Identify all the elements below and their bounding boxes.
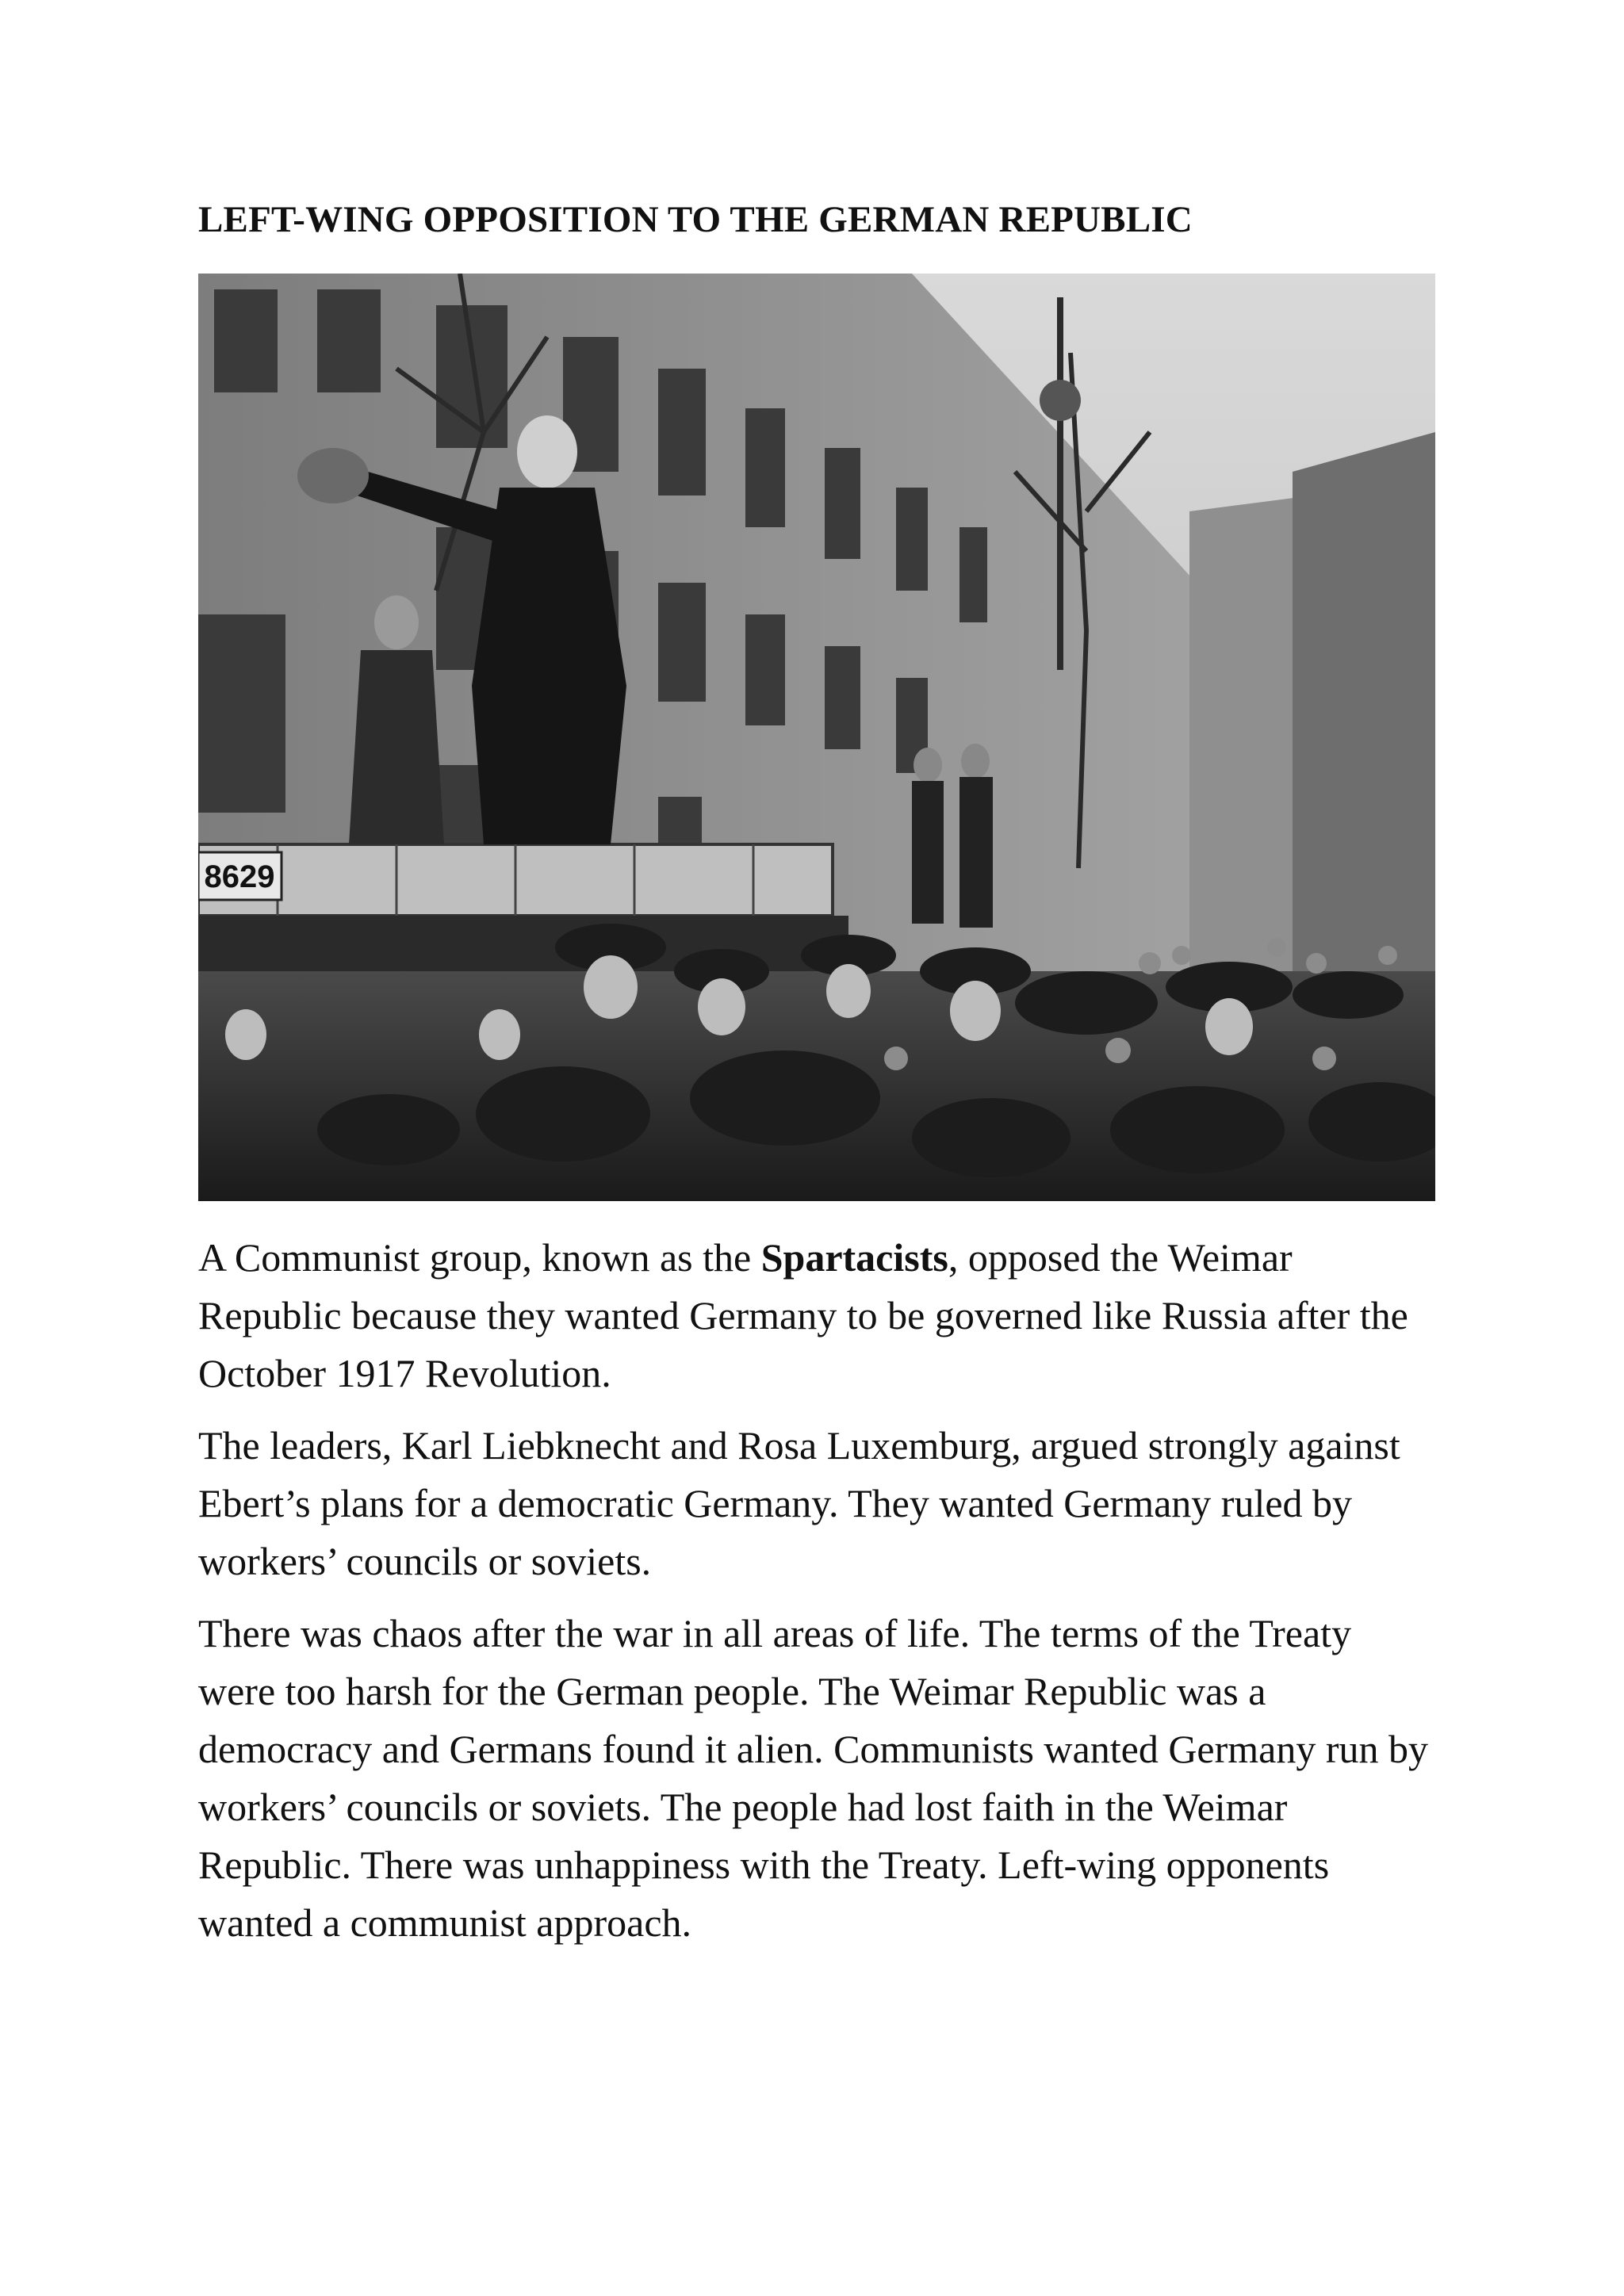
- historical-photograph: [198, 274, 1435, 1201]
- paragraph-1-intro: A Communist group, known as the: [198, 1235, 761, 1280]
- paragraph-2: The leaders, Karl Liebknecht and Rosa Luxemburg, argued strongly against Ebert’s plans for a democratic Germany. They wanted Germany ruled by workers’ councils or soviets.: [198, 1423, 1400, 1583]
- spartacists-term: Spartacists: [760, 1235, 948, 1280]
- paragraph-1: [198, 1229, 1435, 1402]
- page-title: LEFT-WING OPPOSITION TO THE GERMAN REPUBLIC: [198, 199, 1193, 240]
- vehicle-number-label: 8629: [204, 859, 275, 894]
- paragraph-3: There was chaos after the war in all areas of life. The terms of the Treaty were too harsh for the German people. The Weimar Republic was a democracy and Germans found it alien. Communists wanted Germany run by workers’ councils or soviets. The people had lost faith in the Weimar Republic. There was unhappiness with the Treaty. Left-wing opponents wanted a communist approach.: [198, 1611, 1429, 1945]
- body-text: [198, 1229, 1435, 1966]
- photo-illustration: [198, 274, 1435, 1201]
- paragraph-1-rest: , opposed the Weimar Republic because they wanted Germany to be governed like Russia after the October 1917 Revolution.: [198, 1235, 1408, 1395]
